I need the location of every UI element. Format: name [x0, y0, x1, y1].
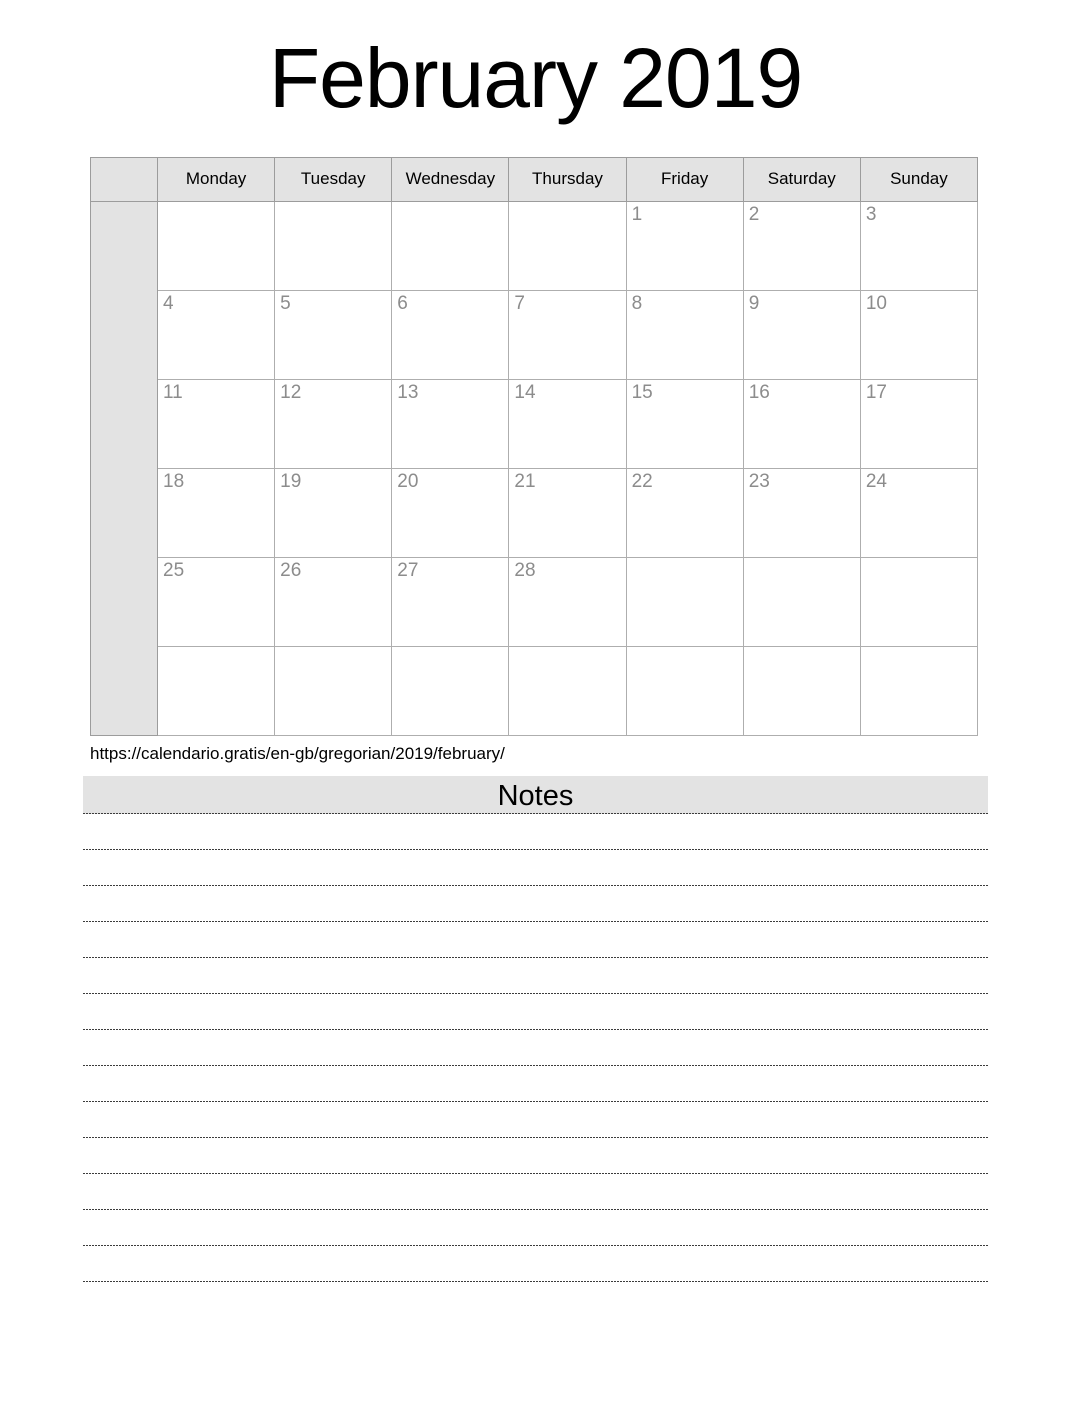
day-cell-18: 18	[158, 468, 275, 557]
day-cell-20: 20	[392, 468, 509, 557]
day-cell-13: 13	[392, 379, 509, 468]
day-cell-21: 21	[509, 468, 626, 557]
notes-title: Notes	[497, 779, 574, 812]
day-cell-27: 27	[392, 557, 509, 646]
day-cell-25: 25	[158, 557, 275, 646]
corner-cell	[91, 157, 158, 201]
page-title: February 2019	[268, 31, 803, 125]
notes-lines	[83, 814, 988, 1282]
note-line	[83, 1246, 988, 1282]
day-cell-empty	[275, 646, 392, 735]
day-cell-empty	[509, 646, 626, 735]
note-line	[83, 994, 988, 1030]
day-cell-3: 3	[860, 201, 977, 290]
notes-section	[83, 776, 988, 1282]
day-cell-16: 16	[743, 379, 860, 468]
note-line	[83, 1030, 988, 1066]
day-cell-empty	[392, 201, 509, 290]
day-cell-14: 14	[509, 379, 626, 468]
week-row-4	[91, 468, 978, 557]
day-cell-empty	[158, 646, 275, 735]
note-line	[83, 922, 988, 958]
note-line	[83, 814, 988, 850]
day-cell-28: 28	[509, 557, 626, 646]
day-cell-8: 8	[626, 290, 743, 379]
notes-header	[83, 776, 988, 814]
day-cell-empty	[743, 557, 860, 646]
day-cell-empty	[860, 557, 977, 646]
day-cell-11: 11	[158, 379, 275, 468]
weekday-header-tuesday: Tuesday	[275, 157, 392, 201]
week-row-1	[91, 201, 978, 290]
day-cell-23: 23	[743, 468, 860, 557]
calendar-table	[90, 157, 978, 736]
day-cell-2: 2	[743, 201, 860, 290]
day-cell-6: 6	[392, 290, 509, 379]
day-cell-17: 17	[860, 379, 977, 468]
day-cell-1: 1	[626, 201, 743, 290]
weekday-header-sunday: Sunday	[860, 157, 977, 201]
day-cell-empty	[392, 646, 509, 735]
note-line	[83, 1138, 988, 1174]
weekday-header-saturday: Saturday	[743, 157, 860, 201]
day-cell-empty	[158, 201, 275, 290]
note-line	[83, 958, 988, 994]
day-cell-empty	[626, 646, 743, 735]
week-row-5	[91, 557, 978, 646]
day-cell-empty	[626, 557, 743, 646]
week-row-6	[91, 646, 978, 735]
day-cell-22: 22	[626, 468, 743, 557]
day-cell-empty	[275, 201, 392, 290]
weekday-header-row	[91, 157, 978, 201]
day-cell-empty	[509, 201, 626, 290]
day-cell-9: 9	[743, 290, 860, 379]
day-cell-empty	[860, 646, 977, 735]
week-row-2	[91, 290, 978, 379]
note-line	[83, 886, 988, 922]
weekday-header-friday: Friday	[626, 157, 743, 201]
weekday-header-monday: Monday	[158, 157, 275, 201]
day-cell-19: 19	[275, 468, 392, 557]
note-line	[83, 1066, 988, 1102]
day-cell-24: 24	[860, 468, 977, 557]
day-cell-empty	[743, 646, 860, 735]
day-cell-4: 4	[158, 290, 275, 379]
note-line	[83, 1174, 988, 1210]
weekday-header-thursday: Thursday	[509, 157, 626, 201]
note-line	[83, 850, 988, 886]
day-cell-5: 5	[275, 290, 392, 379]
day-cell-26: 26	[275, 557, 392, 646]
note-line	[83, 1102, 988, 1138]
day-cell-7: 7	[509, 290, 626, 379]
source-url[interactable]: https://calendario.gratis/en-gb/gregorian/2019/february/	[90, 743, 505, 763]
side-column	[91, 201, 158, 735]
day-cell-10: 10	[860, 290, 977, 379]
weekday-header-wednesday: Wednesday	[392, 157, 509, 201]
note-line	[83, 1210, 988, 1246]
day-cell-15: 15	[626, 379, 743, 468]
calendar-page	[0, 30, 1071, 1282]
day-cell-12: 12	[275, 379, 392, 468]
week-row-3	[91, 379, 978, 468]
